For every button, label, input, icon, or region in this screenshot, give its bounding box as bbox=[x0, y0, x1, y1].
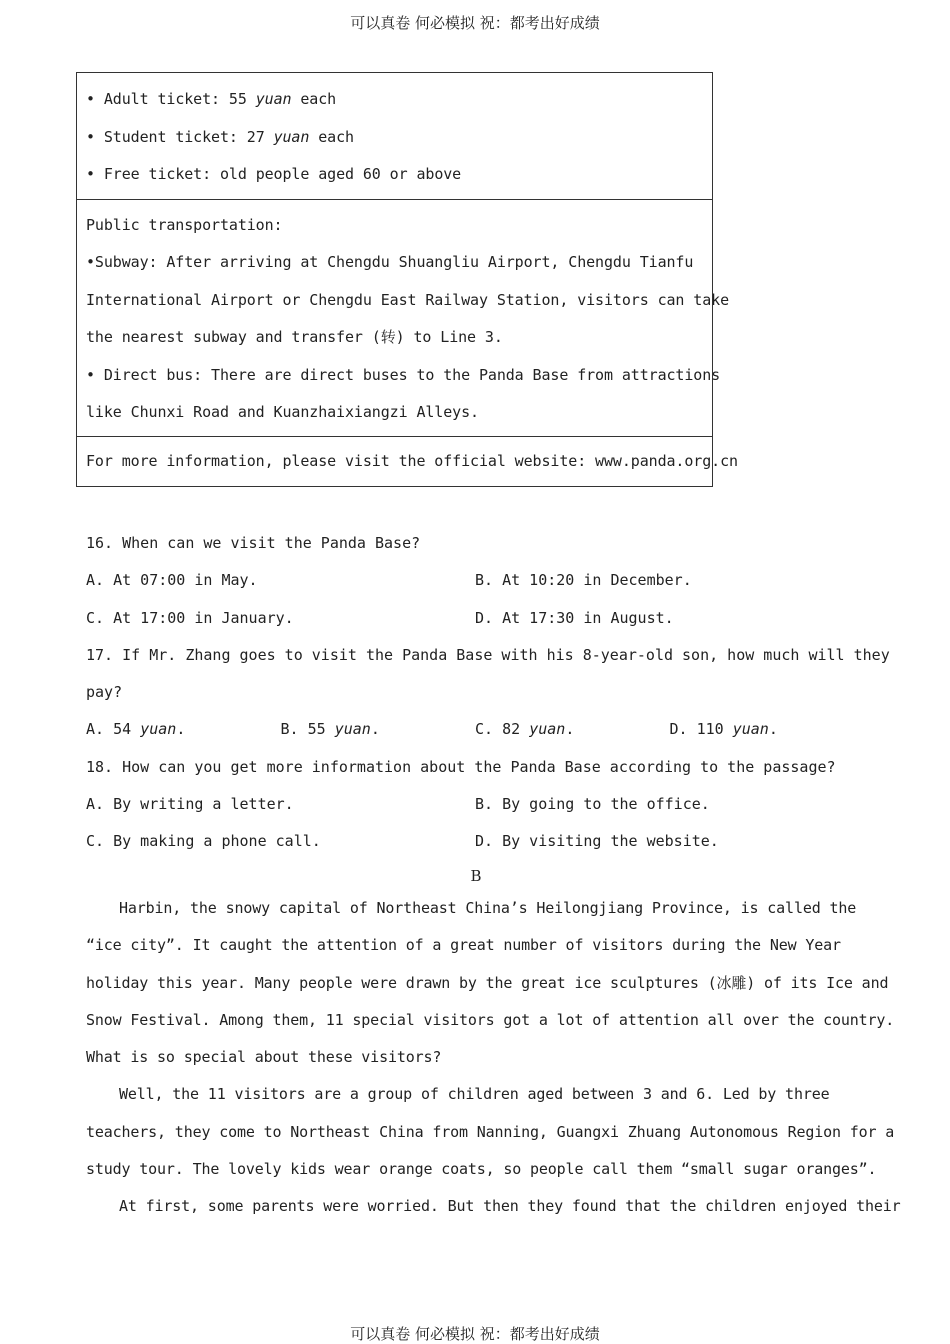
ticket-line-student bbox=[86, 119, 703, 157]
passage-line: “ice city”. It caught the attention of a great number of visitors during the New Year bbox=[86, 936, 841, 955]
ticket-text: Adult ticket: 55 bbox=[103, 90, 256, 108]
section-b-heading: B bbox=[470, 866, 482, 885]
options-row bbox=[86, 823, 866, 860]
passage-line: Snow Festival. Among them, 11 special visitors got a lot of attention all over the country. bbox=[86, 1010, 895, 1029]
option-a: A. At 07:00 in May. bbox=[86, 571, 258, 590]
option-b: B. By going to the office. bbox=[475, 795, 710, 814]
info-table bbox=[76, 72, 738, 487]
passage-line: Harbin, the snowy capital of Northeast China’s Heilongjiang Province, is called the bbox=[119, 899, 857, 917]
option-b bbox=[281, 711, 476, 748]
ticket-text: Student ticket: 27 bbox=[103, 127, 274, 146]
page-header: 可以真卷 何必模拟 祝：都考出好成绩 bbox=[350, 14, 600, 32]
option-a: A. By writing a letter. bbox=[86, 795, 294, 814]
passage-line: What is so special about these visitors? bbox=[86, 1048, 442, 1067]
question-17: 17. If Mr. Zhang goes to visit the Panda Base with his 8-year-old son, how much will they bbox=[86, 645, 890, 664]
option-a bbox=[86, 711, 281, 748]
currency-unit: yuan bbox=[529, 720, 566, 739]
transport-line: like Chunxi Road and Kuanzhaixiangzi Alleys. bbox=[86, 402, 479, 421]
option-c: C. By making a phone call. bbox=[86, 832, 321, 851]
passage-line: At first, some parents were worried. But then they found that the children enjoyed their bbox=[119, 1197, 901, 1216]
option-value: A. 54 bbox=[86, 720, 141, 739]
currency-unit: yuan bbox=[255, 90, 292, 108]
ticket-suffix: each bbox=[309, 127, 354, 146]
questions-area bbox=[86, 525, 890, 891]
passage-line: holiday this year. Many people were drawn by the great ice sculptures (冰雕) of its Ice and bbox=[86, 973, 889, 992]
transport-line: • Direct bus: There are direct buses to the Panda Base from attractions bbox=[86, 365, 721, 384]
options-row bbox=[86, 600, 866, 637]
passage-b bbox=[86, 890, 901, 1226]
bullet: • bbox=[86, 90, 95, 108]
period: . bbox=[370, 720, 380, 739]
option-d bbox=[670, 711, 865, 748]
passage-line: Well, the 11 visitors are a group of children aged between 3 and 6. Led by three bbox=[119, 1085, 830, 1104]
transport-title: Public transportation: bbox=[86, 216, 283, 234]
ticket-suffix: each bbox=[291, 90, 337, 108]
ticket-text: Free ticket: old people aged 60 or above bbox=[103, 165, 462, 183]
options-row bbox=[86, 562, 866, 599]
question-18: 18. How can you get more information about the Panda Base according to the passage? bbox=[86, 757, 836, 776]
more-info-text: For more information, please visit the official website: www.panda.org.cn bbox=[86, 452, 738, 470]
currency-unit: yuan bbox=[273, 127, 310, 146]
bullet: • bbox=[86, 165, 95, 183]
option-b: B. At 10:20 in December. bbox=[475, 571, 692, 590]
ticket-line-adult bbox=[86, 81, 703, 119]
options-row bbox=[86, 711, 866, 748]
bullet: • bbox=[86, 127, 95, 146]
option-c bbox=[475, 711, 670, 748]
option-value: B. 55 bbox=[280, 720, 335, 739]
option-d: D. By visiting the website. bbox=[475, 832, 719, 851]
passage-line: teachers, they come to Northeast China from Nanning, Guangxi Zhuang Autonomous Region for a bbox=[86, 1122, 895, 1141]
ticket-line-free bbox=[86, 156, 703, 194]
currency-unit: yuan bbox=[140, 720, 177, 739]
option-value: D. 110 bbox=[669, 720, 733, 739]
passage-line: study tour. The lovely kids wear orange coats, so people call them “small sugar oranges”. bbox=[86, 1160, 877, 1179]
currency-unit: yuan bbox=[334, 720, 371, 739]
option-value: C. 82 bbox=[475, 720, 530, 739]
question-17-cont: pay? bbox=[86, 683, 123, 702]
option-c: C. At 17:00 in January. bbox=[86, 608, 294, 627]
transport-section bbox=[77, 199, 730, 436]
transport-line: International Airport or Chengdu East Railway Station, visitors can take bbox=[86, 290, 730, 309]
period: . bbox=[768, 720, 778, 739]
question-16: 16. When can we visit the Panda Base? bbox=[86, 534, 421, 552]
transport-line: •Subway: After arriving at Chengdu Shuangliu Airport, Chengdu Tianfu bbox=[86, 253, 694, 272]
period: . bbox=[176, 720, 186, 739]
options-row bbox=[86, 786, 866, 823]
transport-line: the nearest subway and transfer (转) to Line 3. bbox=[86, 328, 503, 347]
ticket-section bbox=[77, 73, 712, 199]
more-info-section bbox=[77, 436, 738, 486]
page-footer: 可以真卷 何必模拟 祝：都考出好成绩 bbox=[350, 1325, 600, 1343]
period: . bbox=[565, 720, 575, 739]
currency-unit: yuan bbox=[732, 720, 769, 739]
option-d: D. At 17:30 in August. bbox=[475, 608, 674, 627]
